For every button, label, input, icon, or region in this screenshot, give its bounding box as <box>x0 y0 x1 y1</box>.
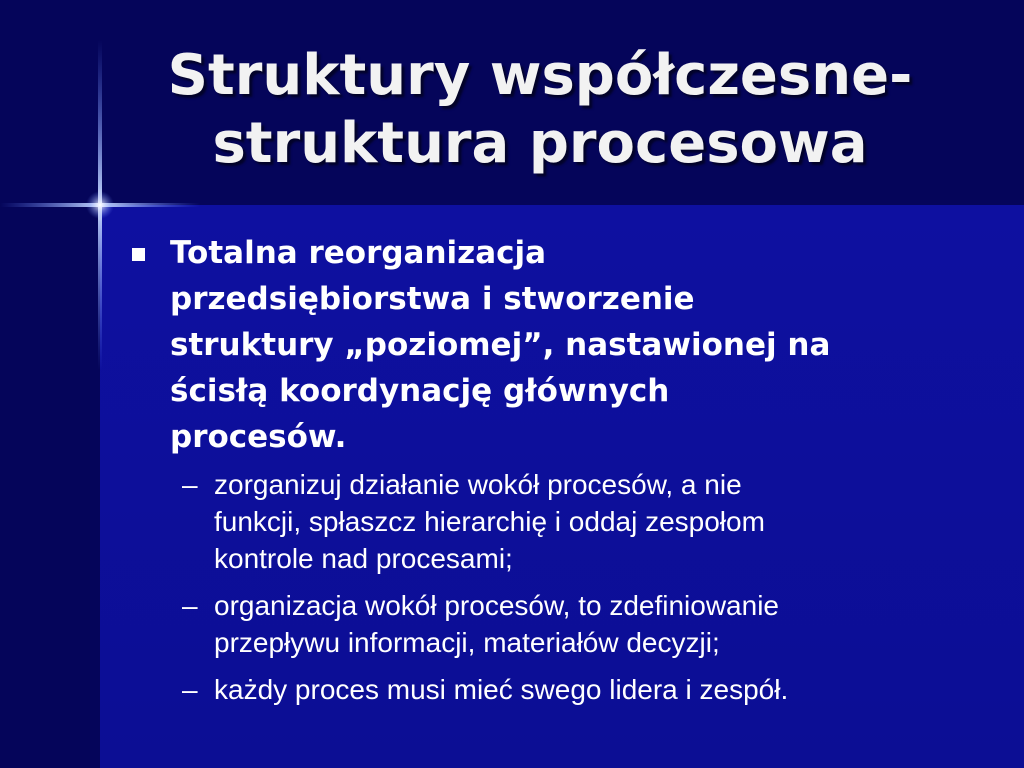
sub-bullet-item <box>182 466 950 577</box>
sub-bullet-text <box>214 466 950 577</box>
bullet-line: struktury „poziomej”, nastawionej na <box>170 327 831 363</box>
dash-bullet-icon: – <box>182 469 198 500</box>
sub-bullet-item <box>182 671 950 708</box>
bullet-line: procesów. <box>170 419 347 455</box>
sub-bullet-line: każdy proces musi mieć swego lidera i zespół. <box>214 674 789 705</box>
sub-bullet-line: zorganizuj działanie wokół procesów, a nie <box>214 469 742 500</box>
slide-title <box>110 42 970 178</box>
sub-bullet-line: funkcji, spłaszcz hierarchię i oddaj zespołom <box>214 506 765 537</box>
dash-bullet-icon: – <box>182 590 198 621</box>
title-line: struktura procesowa <box>212 111 868 176</box>
slide-body <box>130 230 950 718</box>
sub-bullet-line: kontrole nad procesami; <box>214 543 513 574</box>
sub-bullet-list <box>130 466 950 708</box>
sub-bullet-item <box>182 587 950 661</box>
sub-bullet-text <box>214 671 950 708</box>
left-band <box>0 205 100 768</box>
dash-bullet-icon: – <box>182 674 198 705</box>
sub-bullet-line: organizacja wokół procesów, to zdefiniowanie <box>214 590 779 621</box>
bullet-line: przedsiębiorstwa i stworzenie <box>170 281 695 317</box>
bullet-item <box>130 230 950 460</box>
bullet-line: ścisłą koordynację głównych <box>170 373 670 409</box>
sub-bullet-line: przepływu informacji, materiałów decyzji; <box>214 627 720 658</box>
bullet-line: Totalna reorganizacja <box>170 235 547 271</box>
sub-bullet-text <box>214 587 950 661</box>
bullet-text <box>170 230 950 460</box>
title-line: Struktury współczesne- <box>167 43 913 108</box>
square-bullet-icon <box>132 248 145 261</box>
